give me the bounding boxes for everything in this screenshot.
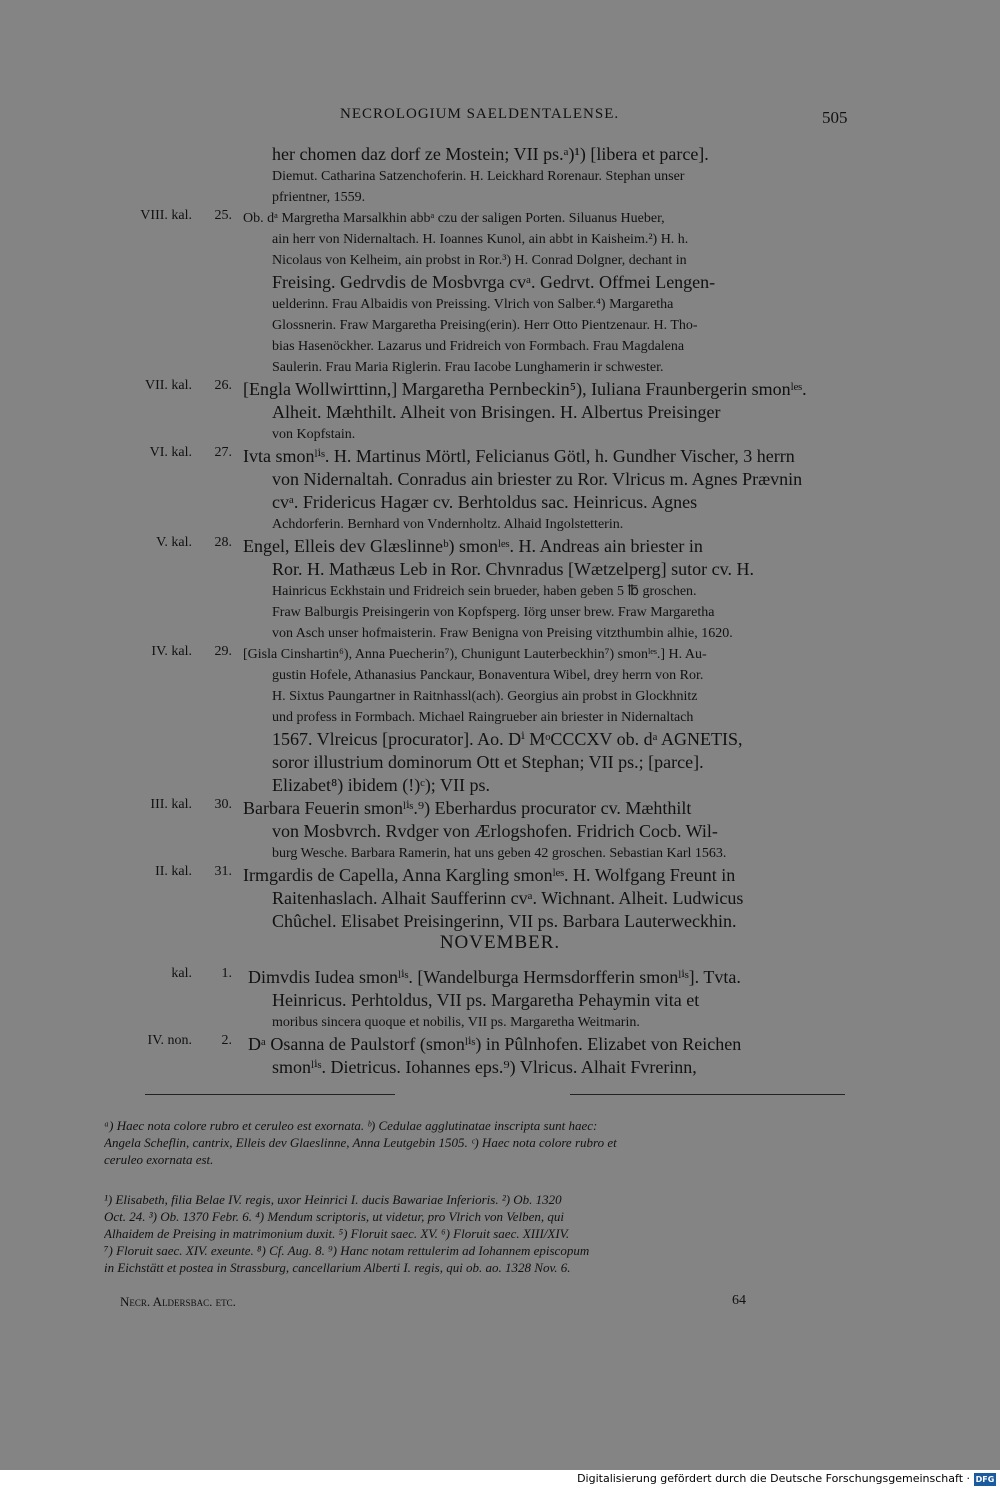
footnote-line: ¹) Elisabeth, filia Belae IV. regis, uxor Heinrici I. ducis Bawariae Inferioris. ²) Ob. 1320	[104, 1192, 562, 1207]
entry	[0, 966, 1000, 1033]
footnotes-letters	[104, 1117, 846, 1168]
entry-line: soror illustrium dominorum Ott et Stephan; VII ps.; [parce].	[272, 752, 704, 772]
entry-day: 31.	[214, 864, 232, 879]
entry	[0, 378, 1000, 445]
entry-day: 30.	[214, 797, 232, 812]
entry-line: Freising. Gedrvdis de Mosbvrga cvᵃ. Gedrvt. Offmei Lengen-	[272, 272, 716, 292]
entry-line: bias Hasenöckher. Lazarus und Fridreich von Formbach. Frau Magdalena	[272, 339, 685, 354]
entry-date: V. kal.	[156, 535, 192, 550]
entry-line: Ror. H. Mathæus Leb in Ror. Chvnradus [Wætzelperg] sutor cv. H.	[272, 559, 754, 579]
dfg-logo: DFG	[975, 1475, 995, 1484]
footnote-line: ᵃ) Haec nota colore rubro et ceruleo est exornata. ᵇ) Cedulae agglutinatae inscripta sunt haec:	[104, 1118, 598, 1133]
entry-line: [Engla Wollwirttinn,] Margaretha Pernbeckin⁵), Iuliana Fraunbergerin smonˡᵉˢ.	[243, 379, 807, 399]
entry	[0, 797, 1000, 864]
entry-line: uelderinn. Frau Albaidis von Preissing. Vlrich von Salber.⁴) Margaretha	[272, 297, 674, 312]
entry-line: burg Wesche. Barbara Ramerin, hat uns geben 42 groschen. Sebastian Karl 1563.	[272, 846, 727, 861]
entry-day: 26.	[214, 378, 232, 393]
entry-line: Fraw Balburgis Preisingerin von Kopfsperg. Iörg unser brew. Fraw Margaretha	[272, 605, 715, 620]
signature-mark: Necr. Aldersbac. etc.	[120, 1294, 236, 1309]
entry-line: smonˡⁱˢ. Dietricus. Iohannes eps.⁹) Vlricus. Alhait Fvrerinn,	[272, 1057, 697, 1077]
entry-line: Nicolaus von Kelheim, ain probst in Ror.³) H. Conrad Dolgner, dechant in	[272, 253, 687, 268]
entry-day: 28.	[214, 535, 232, 550]
entry-line: Barbara Feuerin smonˡⁱˢ.⁹) Eberhardus procurator cv. Mæhthilt	[243, 798, 692, 818]
entry-line: Glossnerin. Fraw Margaretha Preising(erin). Herr Otto Pientzenaur. H. Tho-	[272, 318, 698, 333]
entry-date: VII. kal.	[144, 378, 192, 393]
entry	[0, 143, 1000, 208]
entry-line: und profess in Formbach. Michael Raingrueber ain briester in Nidernaltach	[272, 710, 694, 725]
page-number: 505	[822, 108, 848, 127]
running-title: NECROLOGIUM SAELDENTALENSE.	[340, 106, 620, 122]
entry	[0, 1033, 1000, 1079]
entry-line: von Asch unser hofmaisterin. Fraw Benigna von Preising vitzthumbin alhie, 1620.	[272, 626, 733, 641]
entry-line: Heinricus. Perhtoldus, VII ps. Margaretha Pehaymin vita et	[272, 990, 700, 1010]
footnote-line: Oct. 24. ³) Ob. 1370 Febr. 6. ⁴) Mendum scriptoris, ut videtur, pro Vlrich von Velben, qui	[104, 1209, 564, 1224]
entry-line: Achdorferin. Bernhard von Vndernholtz. Alhaid Ingolstetterin.	[272, 517, 624, 532]
entry-line: gustin Hofele, Athanasius Panckaur, Bonaventura Wibel, drey herrn von Ror.	[272, 668, 704, 683]
entry-line: Alheit. Mæhthilt. Alheit von Brisingen. H. Albertus Preisinger	[272, 402, 721, 422]
footnote-line: ⁷) Floruit saec. XIV. exeunte. ⁸) Cf. Aug. 8. ⁹) Hanc notam rettulerim ad Iohannem episcopum	[104, 1243, 590, 1258]
november-entries	[0, 966, 1000, 1079]
footnote-line: Alhaidem de Preising in matrimonium duxit. ⁵) Floruit saec. XV. ⁶) Floruit saec. XIII/XIV.	[104, 1226, 570, 1241]
footnote-line: ceruleo exornata est.	[104, 1152, 214, 1167]
entry	[0, 535, 1000, 644]
footnote-line: Angela Scheflin, cantrix, Elleis dev Glaeslinne, Anna Leutgebin 1505. ᶜ) Haec nota colore rubro et	[104, 1135, 617, 1150]
entry-line: Dᵃ Osanna de Paulstorf (smonˡⁱˢ) in Pûlnhofen. Elizabet von Reichen	[248, 1034, 742, 1054]
entry-date: III. kal.	[150, 797, 192, 812]
entry-line: Irmgardis de Capella, Anna Kargling smonˡᵉˢ. H. Wolfgang Freunt in	[243, 865, 736, 885]
entry	[0, 644, 1000, 797]
entry	[0, 445, 1000, 535]
entry-line: Raitenhaslach. Alhait Saufferinn cvᵃ. Wichnant. Alheit. Ludwicus	[272, 888, 744, 908]
entry	[0, 208, 1000, 378]
separator-rule-right	[570, 1094, 845, 1095]
separator-rule-left	[145, 1094, 395, 1095]
footer-credit: Digitalisierung gefördert durch die Deutsche Forschungsgemeinschaft ·	[577, 1472, 970, 1485]
entry-line: Dimvdis Iudea smonˡⁱˢ. [Wandelburga Hermsdorfferin smonˡⁱˢ]. Tvta.	[248, 967, 741, 987]
entry	[0, 864, 1000, 933]
signature-number: 64	[732, 1293, 746, 1308]
entry-day: 29.	[214, 644, 232, 659]
entry-line: cvᵃ. Fridericus Hagær cv. Berhtoldus sac. Heinricus. Agnes	[272, 492, 698, 512]
entry-day: 25.	[214, 208, 232, 223]
entry-line: Engel, Elleis dev Glæslinneᵇ) smonˡᵉˢ. H. Andreas ain briester in	[243, 536, 703, 556]
entry-line: [Gisla Cinshartin⁶), Anna Puecherin⁷), Chunigunt Lauterbeckhin⁷) smonˡᵉˢ.] H. Au-	[243, 647, 707, 662]
entry-line: her chomen daz dorf ze Mostein; VII ps.ᵃ)¹) [libera et parce].	[272, 144, 709, 164]
entry-date: VIII. kal.	[140, 208, 192, 223]
entry-line: von Kopfstain.	[272, 427, 356, 442]
entry-day: 27.	[214, 445, 232, 460]
entry-line: Ob. dᵃ Margretha Marsalkhin abbᵃ czu der saligen Porten. Siluanus Hueber,	[243, 211, 665, 226]
entry-line: von Mosbvrch. Rvdger von Ærlogshofen. Fridrich Cocb. Wil-	[272, 821, 718, 841]
entry-line: Chûchel. Elisabet Preisingerinn, VII ps. Barbara Lauterweckhin.	[272, 911, 737, 931]
entry-date: II. kal.	[155, 864, 192, 879]
entry-day: 1.	[221, 966, 232, 981]
calendar-entries	[0, 143, 1000, 933]
entry-line: ain herr von Nidernaltach. H. Ioannes Kunol, ain abbt in Kaisheim.²) H. h.	[272, 232, 689, 247]
entry-line: moribus sincera quoque et nobilis, VII ps. Margaretha Weitmarin.	[272, 1015, 640, 1030]
entry-line: Diemut. Catharina Satzenchoferin. H. Leickhard Rorenaur. Stephan unser	[272, 169, 685, 184]
entry-line: Elizabet⁸) ibidem (!)ᶜ); VII ps.	[272, 775, 490, 795]
entry-date: IV. non.	[147, 1033, 192, 1048]
entry-date: VI. kal.	[149, 445, 192, 460]
entry-line: von Nidernaltah. Conradus ain briester zu Ror. Vlricus m. Agnes Prævnin	[272, 469, 803, 489]
footnote-line: in Eichstätt et postea in Strassburg, cancellarium Alberti I. regis, qui ob. ao. 1328 Nov. 6.	[104, 1260, 571, 1275]
entry-date: kal.	[171, 966, 192, 981]
month-heading: NOVEMBER.	[439, 932, 561, 953]
footnotes-numbers	[104, 1191, 846, 1276]
entry-line: Ivta smonˡⁱˢ. H. Martinus Mörtl, Felicianus Götl, h. Gundher Vischer, 3 herrn	[243, 446, 795, 466]
entry-line: 1567. Vlreicus [procurator]. Ao. Dⁱ MᵒCCCXV ob. dᵃ AGNETIS,	[272, 729, 743, 749]
entry-line: Saulerin. Frau Maria Riglerin. Frau Iacobe Lunghamerin ir schwester.	[272, 360, 664, 375]
entry-day: 2.	[221, 1033, 232, 1048]
entry-line: Hainricus Eckhstain und Fridreich sein brueder, haben geben 5 ℔ groschen.	[272, 584, 697, 599]
entry-line: H. Sixtus Paungartner in Raitnhassl(ach). Georgius ain probst in Glockhnitz	[272, 689, 698, 704]
entry-date: IV. kal.	[151, 644, 192, 659]
entry-line: pfrientner, 1559.	[272, 190, 366, 205]
